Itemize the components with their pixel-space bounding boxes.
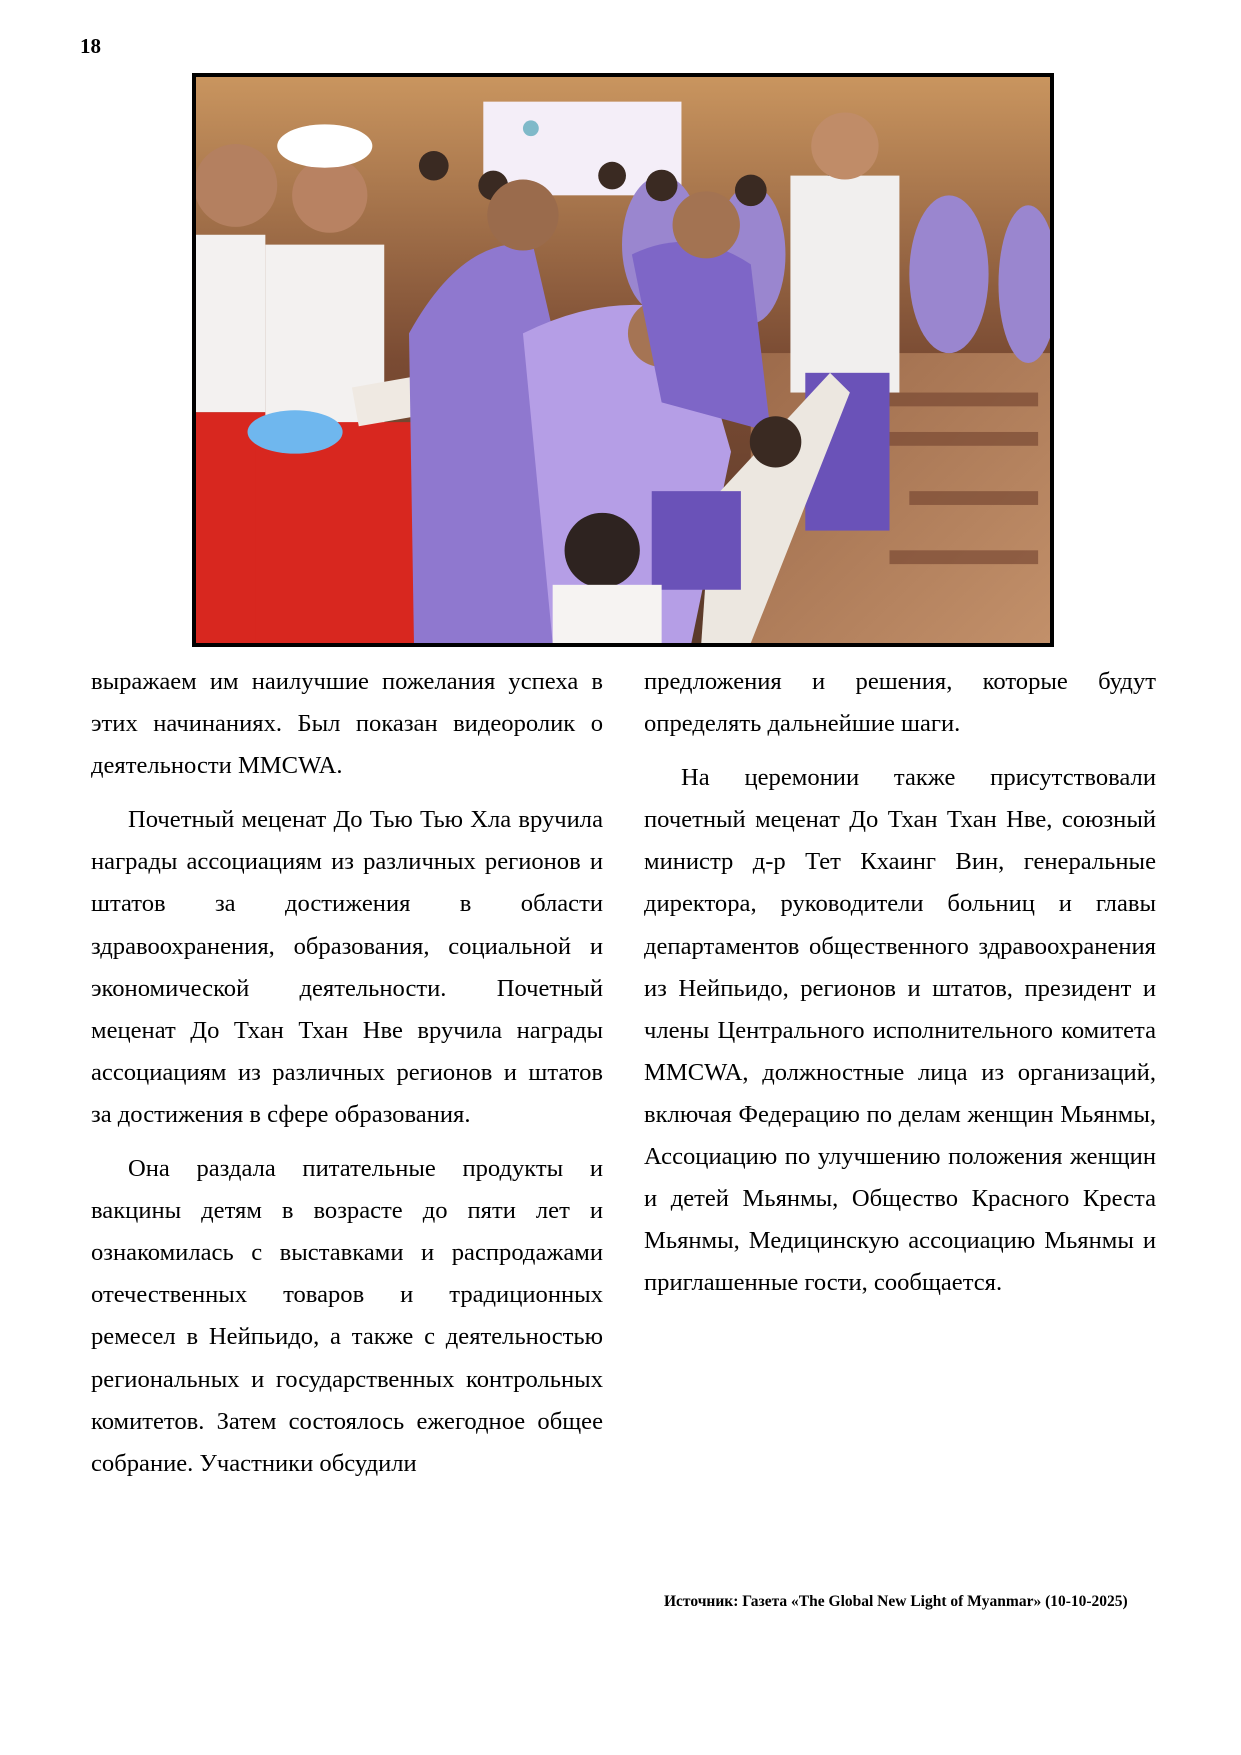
nurse-cap	[277, 124, 372, 167]
paragraph: предложения и решения, которые будут определять дальнейшие шаги.	[644, 668, 1156, 738]
nurse-center-face	[292, 158, 367, 233]
man-white-shirt	[790, 176, 899, 393]
child-seated-body	[652, 491, 741, 590]
nurse-left-face	[196, 144, 277, 227]
child-front-shirt	[553, 585, 662, 643]
paragraph: Она раздала питательные продукты и вакцины детям в возрасте до пяти лет и ознакомилась с выставками и распродажами отечественных товаров и традиционных ремесел в Нейпьидо, а также с деятельностью региональных и государственных контрольных комитетов. Затем состоялось ежегодное общее собрание. Участники обсудили	[91, 1155, 603, 1477]
paragraph: На церемонии также присутствовали почетный меценат До Тхан Тхан Нве, союзный министр д-р Тет Кхаинг Вин, генеральные директора, руководители больниц и главы департаментов общественного здравоохранения из Нейпьидо, регионов и штатов, президент и члены Центрального исполнительного комитета MMCWA, должностные лица из организаций, включая Федерацию по делам женщин Мьянмы, Ассоциацию по улучшению положения женщин и детей Мьянмы, Общество Красного Креста Мьянмы, Медицинскую ассоциацию Мьянмы и приглашенные гости, сообщается.	[644, 764, 1156, 1297]
blue-gloves	[248, 410, 343, 453]
child-front-head	[565, 513, 640, 588]
photo-illustration	[196, 77, 1050, 643]
nurse-center-skirt	[255, 422, 414, 643]
article-column-left	[91, 661, 603, 1497]
paragraph: Почетный меценат До Тью Тью Хла вручила награды ассоциациям из различных регионов и штатов за достижения в области здравоохранения, образования, социальной и экономической деятельности. Почетный меценат До Тхан Тхан Нве вручила награды ассоциациям из различных регионов и штатов за достижения в сфере образования.	[91, 806, 603, 1128]
article-photo	[192, 73, 1054, 647]
article-column-right	[644, 661, 1156, 1316]
paragraph: выражаем им наилучшие пожелания успеха в этих начинаниях. Был показан видеоролик о деятельности MMCWA.	[91, 668, 603, 780]
woman-purple-left-face	[487, 180, 558, 251]
nurse-left-uniform	[196, 235, 265, 412]
child-seated-head	[750, 416, 802, 467]
woman-purple-right-face	[673, 191, 740, 258]
source-credit: Источник: Газета «The Global New Light of Myanmar» (10-10-2025)	[664, 1593, 1128, 1610]
man-face	[811, 112, 878, 179]
page-number: 18	[80, 34, 101, 58]
screen-logo-icon	[523, 120, 539, 136]
